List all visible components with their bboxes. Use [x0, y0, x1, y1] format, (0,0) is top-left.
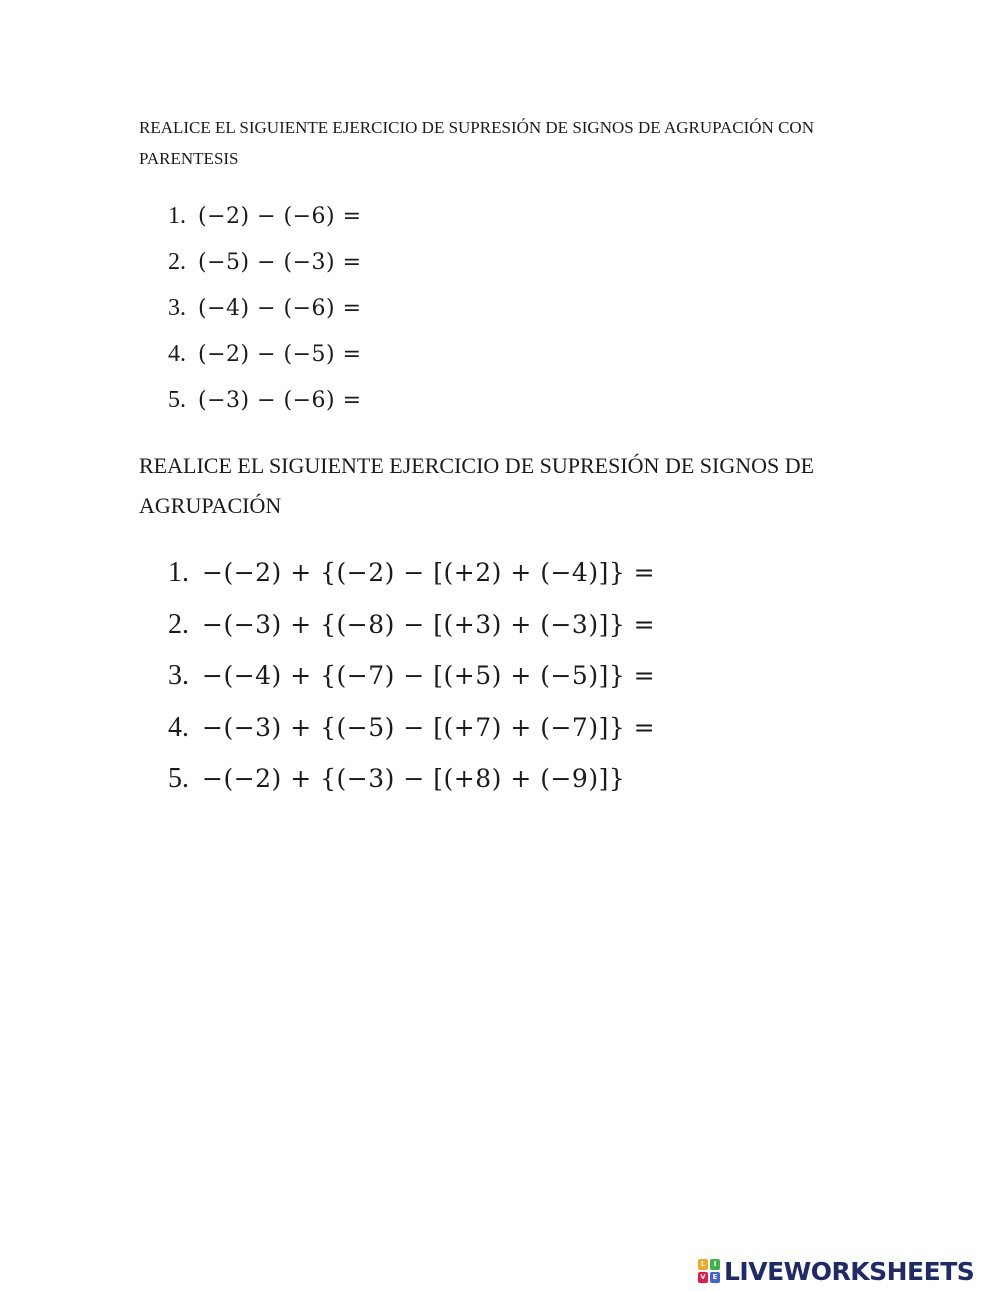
- liveworksheets-logo-icon: [698, 1259, 720, 1283]
- exercise-number: 1.: [168, 557, 189, 588]
- section-2-exercise-list: [168, 550, 655, 808]
- exercise-item: [168, 288, 362, 334]
- exercise-number: 3.: [168, 295, 186, 321]
- exercise-expression: (−5) − (−3) =: [198, 250, 362, 275]
- exercise-item: [168, 380, 362, 426]
- exercise-number: 5.: [168, 387, 186, 413]
- exercise-expression: (−3) − (−6) =: [198, 388, 362, 413]
- exercise-expression: −(−4) + {(−7) − [(+5) + (−5)]} =: [202, 661, 656, 690]
- exercise-number: 2.: [168, 249, 186, 275]
- exercise-number: 5.: [168, 763, 189, 794]
- section-2-instruction: REALICE EL SIGUIENTE EJERCICIO DE SUPRESIÓN DE SIGNOS DE AGRUPACIÓN: [139, 453, 815, 518]
- exercise-item: [168, 756, 655, 808]
- exercise-number: 4.: [168, 341, 186, 367]
- exercise-expression: −(−2) + {(−3) − [(+8) + (−9)]}: [202, 764, 626, 793]
- section-1-instruction: REALICE EL SIGUIENTE EJERCICIO DE SUPRESIÓN DE SIGNOS DE AGRUPACIÓN CON PARENTESIS: [139, 118, 814, 168]
- logo-tile: E: [710, 1272, 720, 1283]
- exercise-item: [168, 196, 362, 242]
- section-1-exercise-list: [168, 196, 362, 426]
- exercise-expression: (−2) − (−6) =: [198, 204, 362, 229]
- exercise-number: 1.: [168, 203, 186, 229]
- logo-tile: I: [710, 1259, 720, 1270]
- exercise-number: 4.: [168, 711, 189, 743]
- liveworksheets-logo-text: LIVEWORKSHEETS: [724, 1256, 975, 1286]
- exercise-expression: −(−2) + {(−2) − [(+2) + (−4)]} =: [202, 558, 656, 587]
- exercise-item: [168, 334, 362, 380]
- exercise-item: [168, 242, 362, 288]
- exercise-expression: −(−3) + {(−5) − [(+7) + (−7)]} =: [202, 712, 656, 742]
- exercise-item: [168, 550, 655, 602]
- exercise-number: 2.: [168, 608, 189, 640]
- exercise-item: [168, 653, 655, 705]
- exercise-item: [168, 602, 655, 654]
- exercise-expression: −(−3) + {(−8) − [(+3) + (−3)]} =: [202, 609, 656, 639]
- exercise-number: 3.: [168, 660, 189, 691]
- exercise-expression: (−2) − (−5) =: [198, 342, 362, 367]
- logo-tile: V: [698, 1272, 708, 1283]
- logo-tile: L: [698, 1259, 708, 1270]
- exercise-expression: (−4) − (−6) =: [198, 296, 362, 321]
- liveworksheets-logo: [698, 1256, 974, 1286]
- exercise-item: [168, 705, 655, 757]
